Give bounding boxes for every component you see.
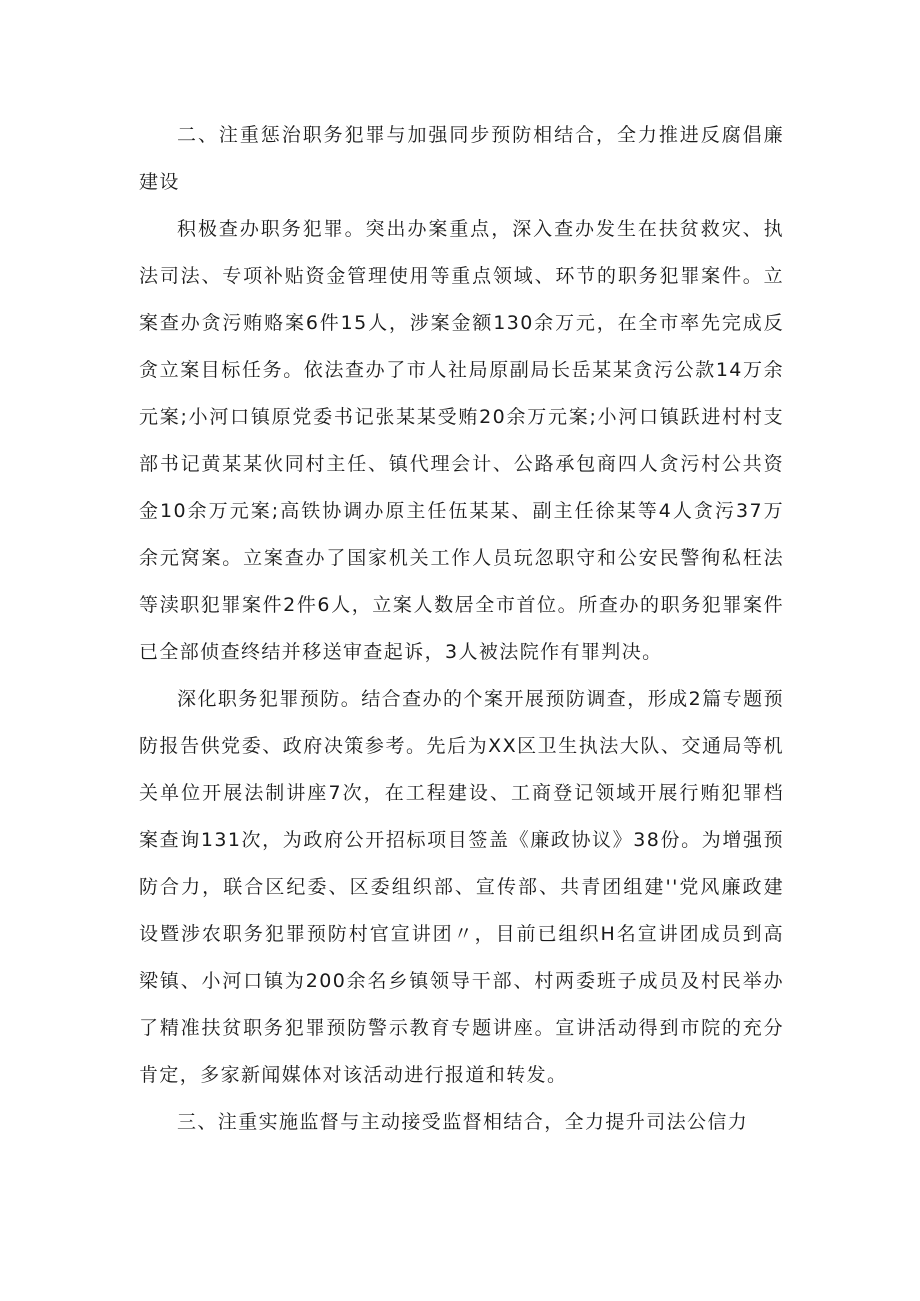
document-body xyxy=(139,112,784,1146)
paragraph-investigation: 积极查办职务犯罪。突出办案重点，深入查办发生在扶贫救灾、执法司法、专项补贴资金管理使用等重点领域、环节的职务犯罪案件。立案查办贪污贿赂案6件15人，涉案金额130余万元，在全市率先完成反贪立案目标任务。依法查办了市人社局原副局长岳某某贪污公款14万余元案;小河口镇原党委书记张某某受贿20余万元案;小河口镇跃进村村支部书记黄某某伙同村主任、镇代理会计、公路承包商四人贪污村公共资金10余万元案;高铁协调办原主任伍某某、副主任徐某等4人贪污37万余元窝案。立案查办了国家机关工作人员玩忽职守和公安民警徇私枉法等渎职犯罪案件2件6人，立案人数居全市首位。所查办的职务犯罪案件已全部侦查终结并移送审查起诉，3人被法院作有罪判决。 xyxy=(139,218,784,663)
section-heading-two: 二、注重惩治职务犯罪与加强同步预防相结合，全力推进反腐倡廉建设 xyxy=(139,124,784,193)
paragraph-prevention: 深化职务犯罪预防。结合查办的个案开展预防调查，形成2篇专题预防报告供党委、政府决策参考。先后为XX区卫生执法大队、交通局等机关单位开展法制讲座7次，在工程建设、工商登记领域开展行贿犯罪档案查询131次，为政府公开招标项目签盖《廉政协议》38份。为增强预防合力，联合区纪委、区委组织部、宣传部、共青团组建''党风廉政建设暨涉农职务犯罪预防村官宣讲团〃，目前已组织H名宣讲团成员到高梁镇、小河口镇为200余名乡镇领导干部、村两委班子成员及村民举办了精准扶贫职务犯罪预防警示教育专题讲座。宣讲活动得到市院的充分肯定，多家新闻媒体对该活动进行报道和转发。 xyxy=(139,688,784,1086)
section-heading-three: 三、注重实施监督与主动接受监督相结合，全力提升司法公信力 xyxy=(177,1111,749,1133)
